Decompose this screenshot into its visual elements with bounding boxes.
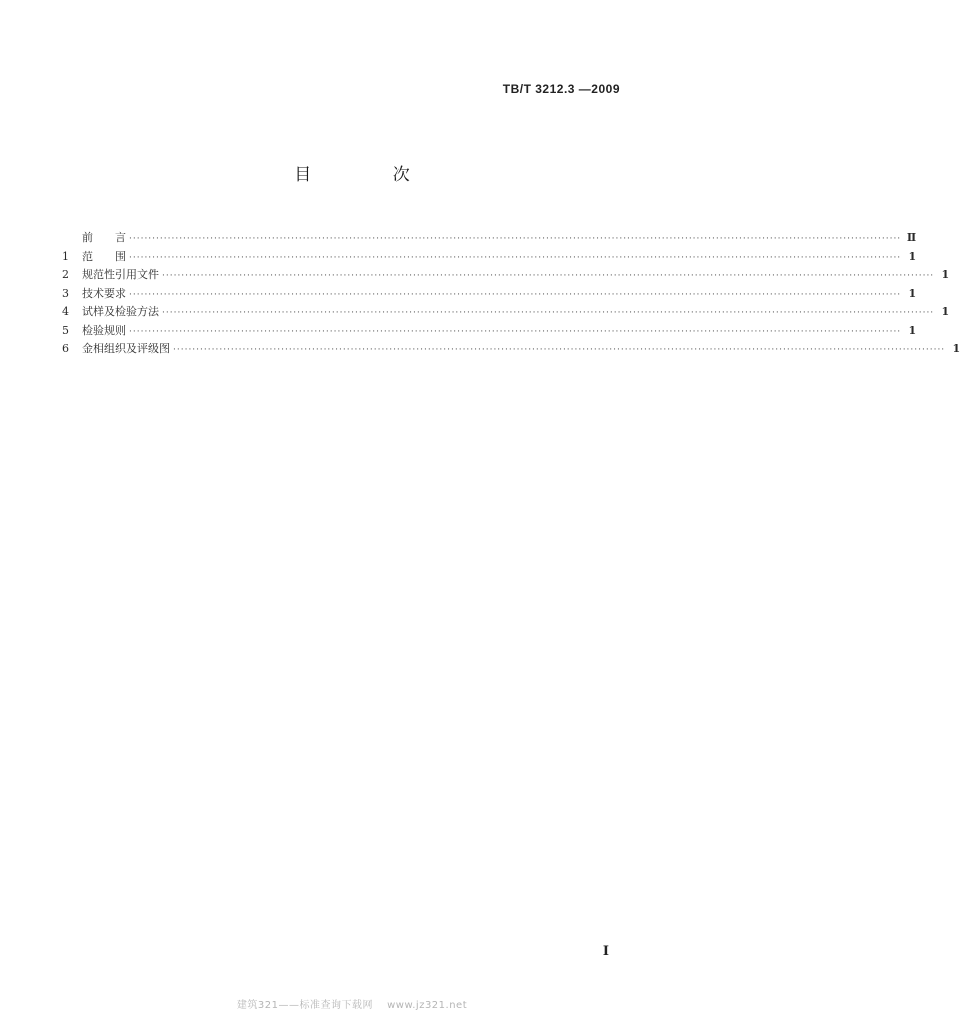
toc-item-page: Ⅱ	[906, 231, 917, 244]
standard-number: TB/T 3212.3 —2009	[502, 82, 620, 96]
toc-item-page: 1	[941, 268, 950, 281]
toc-leader-dots: ········································································································································································································	[129, 234, 902, 244]
toc-item	[62, 248, 917, 267]
toc-item-number: 4	[62, 305, 69, 318]
watermark: 建筑321——标准查询下载网 www.jz321.net	[236, 1000, 468, 1011]
toc-item-number: 5	[62, 323, 69, 337]
page-number: I	[602, 944, 609, 959]
toc-item-page: 1	[952, 342, 960, 355]
toc-item-number: 2	[62, 268, 69, 281]
toc-item-page: 1	[908, 286, 917, 300]
page-title: 目 次	[294, 165, 448, 185]
toc-item	[62, 303, 950, 322]
toc-leader-dots: ········································································································································································································	[162, 271, 935, 281]
toc-item-label: 范 围	[82, 249, 126, 263]
toc-item	[62, 322, 917, 341]
toc-leader-dots: ········································································································································································································	[129, 252, 902, 263]
toc-item-number: 3	[62, 286, 69, 300]
toc-item	[62, 229, 917, 248]
toc-leader-dots: ········································································································································································································	[162, 308, 935, 318]
table-of-contents	[62, 229, 960, 359]
toc-item-label: 前 言	[82, 231, 126, 244]
toc-item-page: 1	[908, 323, 917, 337]
toc-item-label: 试样及检验方法	[82, 305, 159, 318]
toc-item	[62, 285, 917, 304]
toc-item-number: 6	[62, 342, 69, 355]
toc-item-page: 1	[941, 305, 950, 318]
toc-item-label: 检验规则	[82, 323, 126, 337]
toc-item-label: 金相组织及评级图	[82, 342, 170, 355]
toc-item-number: 1	[62, 249, 69, 263]
toc-item	[62, 266, 950, 285]
toc-item-label: 技术要求	[82, 286, 126, 300]
toc-item-page: 1	[908, 249, 917, 263]
toc-leader-dots: ········································································································································································································	[129, 326, 902, 337]
toc-leader-dots: ········································································································································································································	[173, 345, 946, 355]
toc-item	[62, 340, 960, 359]
toc-leader-dots: ········································································································································································································	[129, 289, 902, 300]
toc-item-label: 规范性引用文件	[82, 268, 159, 281]
